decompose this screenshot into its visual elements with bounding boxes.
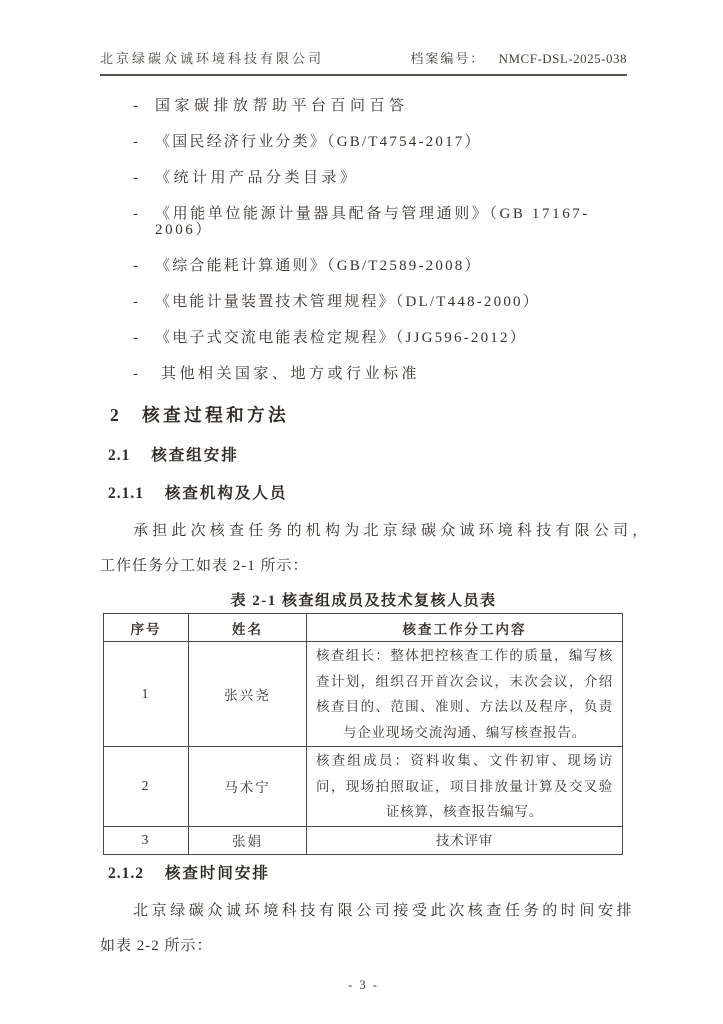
cell-name: 张兴尧 xyxy=(189,642,307,747)
reference-item xyxy=(100,134,627,150)
list-dash: - xyxy=(133,330,141,346)
list-dash: - xyxy=(133,170,141,186)
section-number: 2.1.1 xyxy=(108,485,144,502)
reference-item-text: 国家碳排放帮助平台百问百答 xyxy=(155,98,409,114)
section-title: 核查过程和方法 xyxy=(142,405,290,425)
reference-item-text: 其他相关国家、地方或行业标准 xyxy=(161,366,421,382)
reference-list xyxy=(100,98,627,382)
section-title: 核查机构及人员 xyxy=(164,485,288,502)
cell-serial: 3 xyxy=(104,826,189,855)
company-name: 北京绿碳众诚环境科技有限公司 xyxy=(100,51,325,66)
cell-name: 马术宁 xyxy=(189,747,307,827)
paragraph-line: 北京绿碳众诚环境科技有限公司接受此次核查任务的时间安排 xyxy=(133,903,636,919)
cell-duty: 技术评审 xyxy=(307,826,623,855)
paragraph-time-arrangement xyxy=(100,894,636,964)
cell-serial: 1 xyxy=(104,642,189,747)
section-heading-2-1-2 xyxy=(108,861,627,880)
table-row xyxy=(104,747,623,827)
paragraph-verifier-org xyxy=(100,514,652,584)
list-dash: - xyxy=(133,98,141,114)
reference-item-text: 《国民经济行业分类》（GB/T4754-2017） xyxy=(155,134,482,150)
reference-item-text: 《电能计量装置技术管理规程》（DL/T448-2000） xyxy=(155,294,540,310)
col-header-no: 序号 xyxy=(104,614,189,642)
section-heading-2-1 xyxy=(108,443,627,462)
cell-duty: 核查组成员：资料收集、文件初审、现场访问，现场拍照取证，项目排放量计算及交叉验证核算，核查报告编写。 xyxy=(307,747,623,827)
paragraph-line: 工作任务分工如表 2-1 所示： xyxy=(100,558,309,574)
section-heading-2-1-1 xyxy=(108,481,627,500)
reference-item xyxy=(100,294,627,310)
col-header-duty: 核查工作分工内容 xyxy=(307,614,623,642)
paragraph-line: 承担此次核查任务的机构为北京绿碳众诚环境科技有限公司， xyxy=(133,523,652,539)
reference-item-text: 《统计用产品分类目录》 xyxy=(155,170,359,186)
table-row xyxy=(104,826,623,855)
cell-duty: 核查组长：整体把控核查工作的质量，编写核查计划，组织召开首次会议，末次会议，介绍核查目的、范围、准则、方法以及程序，负责与企业现场交流沟通、编写核查报告。 xyxy=(307,642,623,747)
section-heading-2 xyxy=(110,402,627,424)
table-caption: 表 2-1 核查组成员及技术复核人员表 xyxy=(230,593,497,609)
verification-team-table xyxy=(103,613,623,855)
cell-serial: 2 xyxy=(104,747,189,827)
archive-number-group xyxy=(410,48,627,67)
reference-item xyxy=(100,258,627,274)
archive-label: 档案编号： xyxy=(410,51,486,66)
reference-item xyxy=(100,330,627,346)
reference-item-text: 《用能单位能源计量器具配备与管理通则》（GB 17167-2006） xyxy=(155,206,590,238)
reference-item xyxy=(100,206,627,238)
list-dash: - xyxy=(133,366,141,382)
list-dash: - xyxy=(133,294,141,310)
cell-name: 张娟 xyxy=(189,826,307,855)
reference-item-text: 《电子式交流电能表检定规程》（JJG596-2012） xyxy=(155,330,527,346)
reference-item xyxy=(100,366,627,382)
section-number: 2 xyxy=(110,405,119,425)
archive-number: NMCF-DSL-2025-038 xyxy=(498,51,627,66)
table-header-row xyxy=(104,614,623,642)
page-header xyxy=(100,48,627,76)
section-number: 2.1.2 xyxy=(108,865,144,882)
reference-item-text: 《综合能耗计算通则》（GB/T2589-2008） xyxy=(155,258,482,274)
reference-item xyxy=(100,170,627,186)
paragraph-line: 如表 2-2 所示： xyxy=(100,938,213,954)
col-header-name: 姓名 xyxy=(189,614,307,642)
page-number: - 3 - xyxy=(348,978,379,992)
table-row xyxy=(104,642,623,747)
section-number: 2.1 xyxy=(108,447,131,464)
list-dash: - xyxy=(133,258,141,274)
list-dash: - xyxy=(133,206,141,222)
section-title: 核查组安排 xyxy=(151,447,239,464)
section-title: 核查时间安排 xyxy=(164,865,270,882)
list-dash: - xyxy=(133,134,141,150)
reference-item xyxy=(100,98,627,114)
